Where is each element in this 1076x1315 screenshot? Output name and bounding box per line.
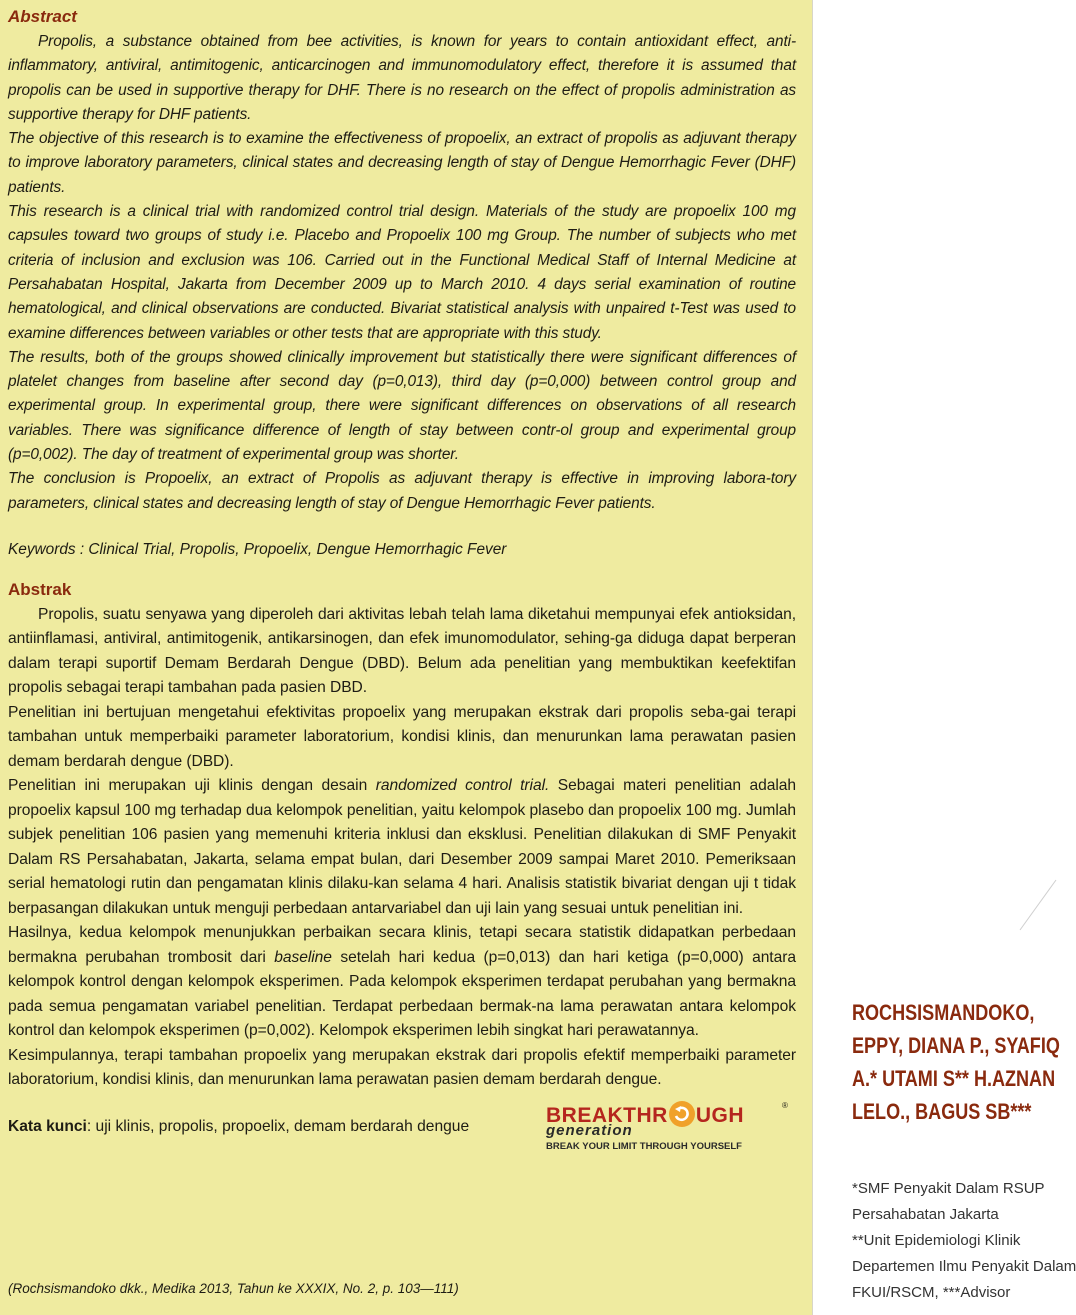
abstract-paragraph-2: The objective of this research is to examine the effectiveness of propoelix, an extract of propolis as adjuvant therapy to improve laboratory parameters, clinical states and decreasing length of stay of Dengue Hemorrhagic Fever (DHF) patients. — [8, 130, 796, 196]
kata-kunci — [8, 1115, 469, 1139]
abstrak-paragraph-3 — [8, 774, 796, 921]
abstract-paragraph-1: Propolis, a substance obtained from bee activities, is known for years to contain antioxidant effect, anti-inflammatory, antiviral, antimitogenic, anticarcinogen and immunomodulatory effect, therefore it is assumed that propolis can be used in supportive therapy for DHF. There is no research on the effect of propolis administration as supportive therapy for DHF patients. — [8, 33, 796, 123]
affiliation-line: **Unit Epidemiologi Klinik — [852, 1232, 1021, 1249]
kata-kunci-value: : uji klinis, propolis, propoelix, demam berdarah dengue — [86, 1117, 470, 1135]
author-line: LELO., BAGUS SB*** — [852, 1099, 1032, 1124]
author-line: EPPY, DIANA P., SYAFIQ — [852, 1033, 1060, 1058]
logo-arrow-icon — [669, 1101, 695, 1127]
abstract-paragraph-4: The results, both of the groups showed clinically improvement but statistically there were significant differences of platelet changes from baseline after second day (p=0,013), third day (p=0,000) between control group and experimental group. In experimental group, there were significant differences on observations of all research variables. There was significance difference of length of stay between contr-ol group and experimental group (p=0,002). The day of treatment of experimental group was shorter. — [8, 348, 796, 464]
affiliation-line: *SMF Penyakit Dalam RSUP — [852, 1180, 1045, 1197]
abstrak-paragraph-4 — [8, 921, 796, 1044]
abstrak-p4-text-b: setelah hari kedua (p=0,013) dan hari ketiga (p=0,000) antara kelompok kontrol dengan kelompok eksperimen. Pada kelompok eksperimen terdapat perubahan yang bermakna pada semua pengamatan variabel penelitian. Terdapat perbedaan bermak-na lama perawatan antara kelompok kontrol dan kelompok eksperimen (p=0,002). Kelompok eksperimen lebih singkat hari perawatannya. — [8, 948, 796, 1040]
logo-word-right: UGH — [695, 1103, 744, 1127]
logo-registered: ® — [782, 1100, 788, 1110]
logo-tagline: BREAK YOUR LIMIT THROUGH YOURSELF — [546, 1140, 742, 1152]
abstrak-p3-text-a: Penelitian ini merupakan uji klinis dengan desain — [8, 777, 376, 795]
page-fold-line — [1020, 880, 1056, 930]
abstrak-indonesian — [8, 579, 796, 1157]
abstract-heading: Abstract — [8, 7, 77, 26]
abstract-english — [8, 6, 796, 562]
author-list — [852, 996, 1060, 1128]
keywords: Keywords : Clinical Trial, Propolis, Propoelix, Dengue Hemorrhagic Fever — [8, 540, 507, 558]
abstrak-p4-italic: baseline — [274, 948, 332, 966]
affiliation-line: Departemen Ilmu Penyakit Dalam — [852, 1258, 1076, 1275]
affiliations — [852, 1176, 1076, 1306]
logo-word-left: BREAKTHR — [546, 1103, 668, 1127]
breakthrough-logo — [520, 1101, 800, 1157]
abstract-paragraph-5: The conclusion is Propoelix, an extract of Propolis as adjuvant therapy is effective in improving labora-tory parameters, clinical states and decreasing length of stay of Dengue Hemorrhagic Fever patients. — [8, 470, 796, 512]
kata-kunci-label: Kata kunci — [8, 1117, 87, 1135]
affiliation-line: FKUI/RSCM, ***Advisor — [852, 1284, 1011, 1301]
affiliation-line: Persahabatan Jakarta — [852, 1206, 999, 1223]
abstrak-p3-text-b: Sebagai materi penelitian adalah propoelix kapsul 100 mg terhadap dua kelompok penelitian, yaitu kelompok plasebo dan propoelix 100 mg. Jumlah subjek penelitian 106 pasien yang memenuhi kriteria inklusi dan eksklusi. Penelitian dilakukan di SMF Penyakit Dalam RS Persahabatan, Jakarta, selama empat bulan, dari Desember 2009 sampai Maret 2010. Pemeriksaan serial hematologi rutin dan pengamatan klinis dilaku-kan selama 4 hari. Analisis statistik bivariat dengan uji t tidak berpasangan dilakukan untuk menguji perbedaan antarvariabel dan uji lain yang sesuai untuk penelitian ini. — [8, 777, 796, 917]
logo-generation: generation — [546, 1121, 633, 1139]
kata-kunci-row — [8, 1101, 796, 1157]
citation: (Rochsismandoko dkk., Medika 2013, Tahun ke XXXIX, No. 2, p. 103—111) — [8, 1281, 459, 1296]
abstract-paragraph-3: This research is a clinical trial with randomized control trial design. Materials of the study are propoelix 100 mg capsules toward two groups of study i.e. Placebo and Propoelix 100 mg Group. The number of subjects who met criteria of inclusion and exclusion was 106. Carried out in the Functional Medical Staff of Internal Medicine at Persahabatan Hospital, Jakarta from December 2009 up to March 2010. 4 days serial examination of routine hematological, and clinical observations are conducted. Bivariat statistical analysis with unpaired t-Test was used to examine differences between variables or other tests that are appropriate with this study. — [8, 203, 796, 342]
author-line: A.* UTAMI S** H.AZNAN — [852, 1066, 1056, 1091]
abstrak-paragraph-5: Kesimpulannya, terapi tambahan propoelix yang merupakan ekstrak dari propolis efektif memperbaiki parameter laboratorium, kondisi klinis, dan menurunkan lama perawatan pasien demam berdarah dengue. — [8, 1046, 796, 1089]
abstrak-heading: Abstrak — [8, 579, 72, 599]
abstrak-paragraph-1: Propolis, suatu senyawa yang diperoleh dari aktivitas lebah telah lama diketahui mempunyai efek antioksidan, antiinflamasi, antiviral, antimitogenik, antikarsinogen, dan efek imunomodulator, sehing-ga diduga dapat berperan dalam terapi suportif Demam Berdarah Dengue (DBD). Belum ada penelitian yang membuktikan keefektifan propolis sebagai terapi tambahan pada pasien DBD. — [8, 605, 796, 697]
author-line: ROCHSISMANDOKO, — [852, 1000, 1035, 1025]
abstrak-p3-italic: randomized control trial. — [375, 777, 550, 795]
abstrak-p4-text-a: Hasilnya, kedua kelompok menunjukkan perbaikan secara klinis, tetapi secara statistik didapatkan perbedaan bermakna perubahan trombosit dari — [8, 924, 796, 966]
abstrak-paragraph-2: Penelitian ini bertujuan mengetahui efektivitas propoelix yang merupakan ekstrak dari propolis seba-gai terapi tambahan untuk memperbaiki parameter laboratorium, kondisi klinis, dan menurunkan lama perawatan pasien demam berdarah dengue (DBD). — [8, 703, 796, 770]
